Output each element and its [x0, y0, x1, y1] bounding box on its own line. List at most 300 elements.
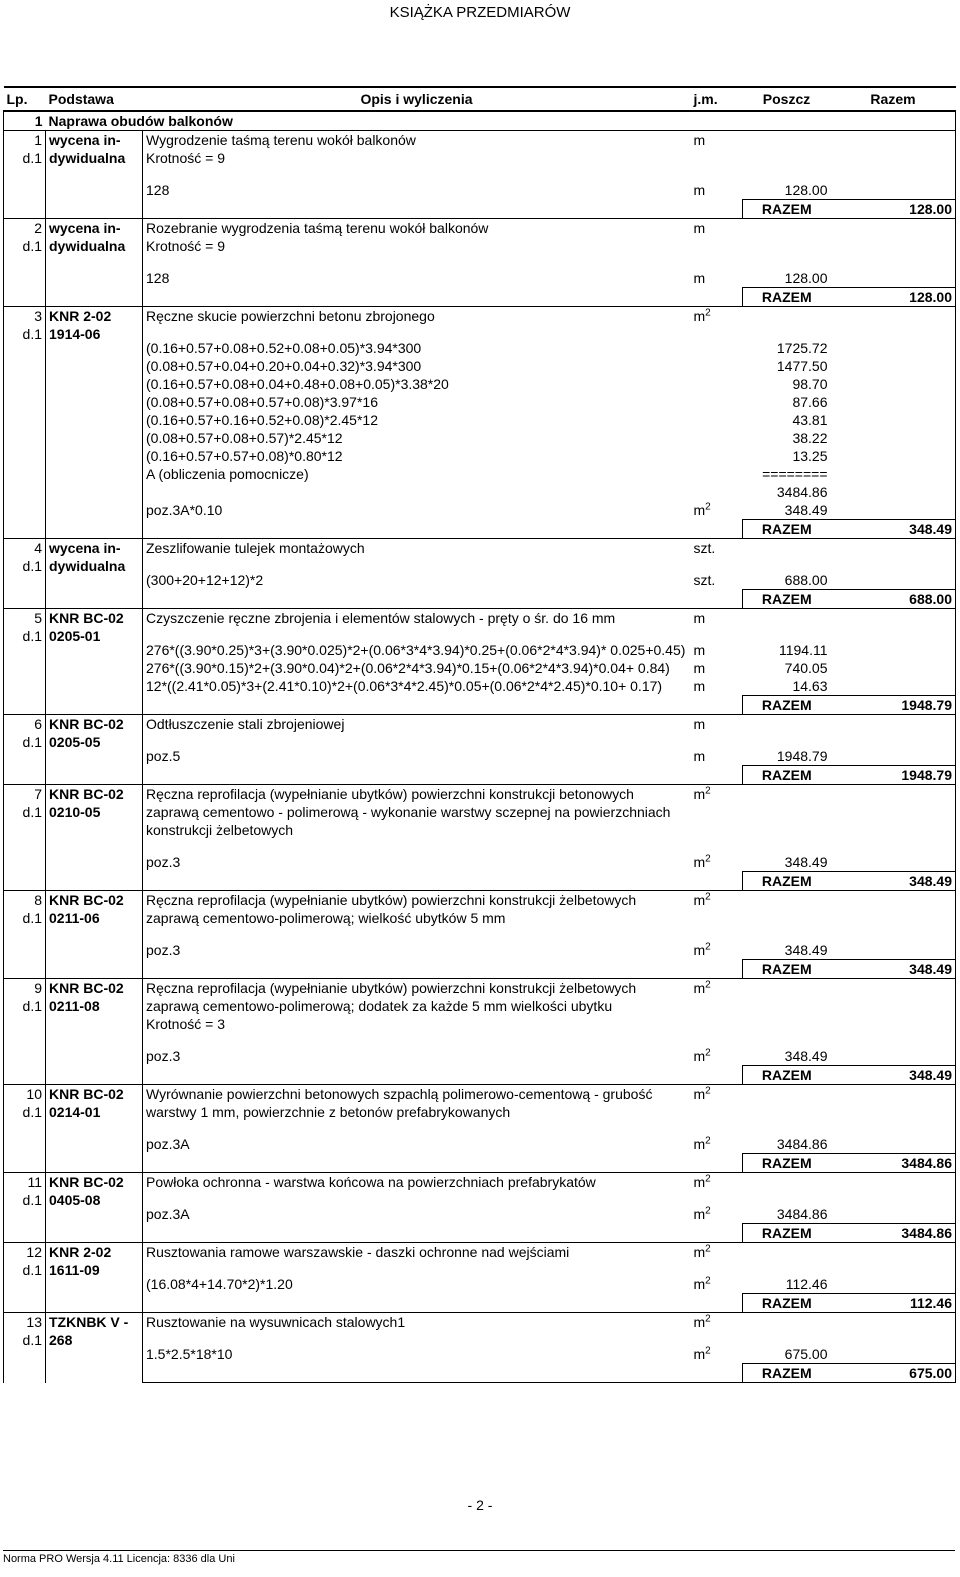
razem-value: 112.46	[831, 1294, 956, 1313]
calc-unit: m	[693, 270, 706, 286]
razem-value: 128.00	[831, 200, 956, 219]
calc-unit	[691, 429, 743, 447]
calc-value: ========	[762, 466, 828, 482]
col-poszcz: Poszcz	[743, 87, 831, 111]
item-number: 3	[34, 308, 42, 324]
calc-row	[4, 677, 956, 696]
item-description: Ręczna reprofilacja (wypełnianie ubytków) powierzchni konstrukcji żelbetowych zaprawą cementowo-polimerową; wielkość ubytków 5 mm	[143, 891, 691, 928]
item-sub: d.1	[22, 998, 42, 1014]
calc-row	[4, 375, 956, 393]
col-razem: Razem	[831, 87, 956, 111]
calc-value: 348.49	[784, 854, 828, 870]
item-extra-row	[4, 237, 956, 255]
item-lp	[4, 979, 46, 1085]
item-description: Odtłuszczenie stali zbrojeniowej	[143, 715, 691, 734]
item-row	[4, 1085, 956, 1122]
calc-unit	[691, 465, 743, 483]
item-poszcz-empty	[743, 785, 831, 840]
item-podstawa: wycena in-dywidualna	[46, 219, 143, 307]
calc-row	[4, 839, 956, 872]
calc-value: 3484.86	[776, 1206, 828, 1222]
item-description: Wygrodzenie taśmą terenu wokół balkonów	[143, 131, 691, 150]
item-description: Powłoka ochronna - warstwa końcowa na powierzchniach prefabrykatów	[143, 1173, 691, 1192]
empty-cell	[143, 1364, 691, 1383]
item-podstawa: wycena in-dywidualna	[46, 131, 143, 219]
empty-cell	[691, 696, 743, 715]
calc-expression: 128	[143, 255, 691, 288]
item-sub: d.1	[22, 734, 42, 750]
item-row	[4, 891, 956, 928]
item-razem-empty	[831, 219, 956, 238]
empty-cell	[831, 501, 956, 520]
item-row	[4, 1243, 956, 1262]
empty-cell	[831, 429, 956, 447]
item-unit: $m^2$	[691, 1243, 743, 1262]
calc-expression: (16.08*4+14.70*2)*1.20	[143, 1261, 691, 1294]
empty-cell	[831, 1015, 956, 1033]
item-krotnosc: Krotność = 9	[143, 149, 691, 167]
empty-cell	[691, 200, 743, 219]
item-extra-row	[4, 1015, 956, 1033]
item-poszcz-empty	[743, 219, 831, 238]
empty-cell	[831, 393, 956, 411]
item-lp	[4, 539, 46, 609]
item-sub: d.1	[22, 1332, 42, 1348]
empty-cell	[831, 1331, 956, 1364]
empty-cell	[143, 288, 691, 307]
item-number: 2	[34, 220, 42, 236]
item-sub: d.1	[22, 150, 42, 166]
calc-expression: 276*((3.90*0.25)*3+(3.90*0.025)*2+(0.06*3*4*3.94)*0.25+(0.06*2*4*3.94)* 0.025+0.45)	[143, 627, 691, 659]
calc-unit: $m^2$	[693, 941, 711, 958]
item-lp	[4, 219, 46, 307]
item-description: Ręczne skucie powierzchni betonu zbrojonego	[143, 307, 691, 326]
calc-row	[4, 1191, 956, 1224]
calc-value: 1477.50	[776, 358, 828, 374]
calc-value: 112.46	[785, 1276, 828, 1292]
item-number: 13	[26, 1314, 42, 1330]
item-lp	[4, 131, 46, 219]
item-unit: m	[691, 219, 743, 238]
razem-label: RAZEM	[743, 1066, 831, 1085]
calc-unit: m	[693, 660, 706, 676]
empty-cell	[143, 960, 691, 979]
empty-cell	[831, 357, 956, 375]
item-poszcz-empty	[743, 1085, 831, 1122]
item-razem-empty	[831, 1173, 956, 1192]
calc-expression: 12*((2.41*0.05)*3+(2.41*0.10)*2+(0.06*3*4*2.45)*0.05+(0.06*2*4*2.45)*0.10+ 0.17)	[143, 677, 691, 696]
razem-row	[4, 766, 956, 785]
item-unit: $m^2$	[691, 785, 743, 840]
razem-label: RAZEM	[743, 872, 831, 891]
item-sub: d.1	[22, 804, 42, 820]
calc-unit	[691, 375, 743, 393]
col-opis: Opis i wyliczenia	[143, 87, 691, 111]
calc-unit	[691, 447, 743, 465]
item-description: Ręczna reprofilacja (wypełnianie ubytków) powierzchni konstrukcji żelbetowych zaprawą cementowo-polimerową; dodatek za każde 5 mm wielkości ubytku	[143, 979, 691, 1016]
item-unit: $m^2$	[691, 979, 743, 1016]
item-row	[4, 609, 956, 628]
calc-expression: A (obliczenia pomocnicze)	[143, 465, 691, 483]
empty-cell	[831, 325, 956, 357]
razem-row	[4, 1364, 956, 1383]
col-lp: Lp.	[4, 87, 46, 111]
calc-row	[4, 447, 956, 465]
calc-value: 98.70	[792, 376, 828, 392]
calc-unit	[691, 325, 743, 357]
item-poszcz-empty	[743, 1243, 831, 1262]
item-poszcz-empty	[743, 307, 831, 326]
razem-value: 348.49	[831, 520, 956, 539]
item-podstawa: KNR BC-02 0211-08	[46, 979, 143, 1085]
item-lp	[4, 1085, 46, 1173]
item-poszcz-empty	[743, 131, 831, 150]
razem-label: RAZEM	[743, 696, 831, 715]
empty-cell	[691, 1066, 743, 1085]
calc-value: 128.00	[784, 270, 828, 286]
item-number: 9	[34, 980, 42, 996]
calc-unit: $m^2$	[693, 1275, 711, 1292]
calc-row	[4, 659, 956, 677]
empty-cell	[691, 520, 743, 539]
item-krotnosc: Krotność = 9	[143, 237, 691, 255]
item-lp	[4, 715, 46, 785]
empty-cell	[831, 659, 956, 677]
item-podstawa: TZKNBK V - 268	[46, 1313, 143, 1383]
calc-expression: 1.5*2.5*18*10	[143, 1331, 691, 1364]
calc-value: 13.25	[792, 448, 828, 464]
empty-cell	[743, 237, 831, 255]
empty-cell	[831, 237, 956, 255]
calc-value: 688.00	[784, 572, 828, 588]
calc-unit	[691, 483, 743, 501]
empty-cell	[831, 557, 956, 590]
item-razem-empty	[831, 131, 956, 150]
calc-expression: 128	[143, 167, 691, 200]
calc-unit	[691, 357, 743, 375]
calc-row	[4, 465, 956, 483]
razem-row	[4, 1154, 956, 1173]
item-unit: m	[691, 715, 743, 734]
razem-row	[4, 1294, 956, 1313]
calc-unit	[691, 393, 743, 411]
razem-label: RAZEM	[743, 1364, 831, 1383]
item-sub: d.1	[22, 1192, 42, 1208]
item-razem-empty	[831, 1085, 956, 1122]
col-jm: j.m.	[691, 87, 743, 111]
item-lp	[4, 609, 46, 715]
empty-cell	[691, 237, 743, 255]
calc-unit: m	[693, 182, 706, 198]
calc-row	[4, 927, 956, 960]
item-lp	[4, 1173, 46, 1243]
calc-expression: (0.16+0.57+0.08+0.04+0.48+0.08+0.05)*3.38*20	[143, 375, 691, 393]
item-razem-empty	[831, 979, 956, 1016]
empty-cell	[691, 288, 743, 307]
empty-cell	[143, 1224, 691, 1243]
item-podstawa: KNR BC-02 0210-05	[46, 785, 143, 891]
item-sub: d.1	[22, 558, 42, 574]
calc-value: 14.63	[792, 678, 828, 694]
item-description: Czyszczenie ręczne zbrojenia i elementów stalowych - pręty o śr. do 16 mm	[143, 609, 691, 628]
item-row	[4, 1313, 956, 1332]
item-row	[4, 979, 956, 1016]
calc-value: 3484.86	[776, 484, 828, 500]
empty-cell	[831, 677, 956, 696]
razem-value: 675.00	[831, 1364, 956, 1383]
item-sub: d.1	[22, 238, 42, 254]
calc-value: 43.81	[792, 412, 828, 428]
item-razem-empty	[831, 715, 956, 734]
razem-label: RAZEM	[743, 288, 831, 307]
empty-cell	[831, 375, 956, 393]
calc-unit: m	[693, 748, 706, 764]
item-lp	[4, 891, 46, 979]
razem-value: 348.49	[831, 960, 956, 979]
calc-expression: poz.3A*0.10	[143, 501, 691, 520]
calc-row	[4, 393, 956, 411]
item-razem-empty	[831, 539, 956, 558]
item-poszcz-empty	[743, 1173, 831, 1192]
calc-expression: poz.3A	[143, 1121, 691, 1154]
empty-cell	[743, 1015, 831, 1033]
item-row	[4, 1173, 956, 1192]
calc-expression	[143, 483, 691, 501]
calc-value: 87.66	[792, 394, 828, 410]
calc-value: 348.49	[784, 942, 828, 958]
empty-cell	[831, 411, 956, 429]
item-krotnosc: Krotność = 3	[143, 1015, 691, 1033]
calc-row	[4, 1121, 956, 1154]
item-podstawa: KNR 2-02 1914-06	[46, 307, 143, 539]
item-sub: d.1	[22, 628, 42, 644]
empty-cell	[143, 766, 691, 785]
razem-row	[4, 590, 956, 609]
item-poszcz-empty	[743, 609, 831, 628]
item-number: 11	[27, 1174, 42, 1190]
item-row	[4, 785, 956, 840]
item-description: Rozebranie wygrodzenia taśmą terenu wokół balkonów	[143, 219, 691, 238]
item-row	[4, 131, 956, 150]
calc-row	[4, 733, 956, 766]
calc-unit: $m^2$	[693, 853, 711, 870]
item-unit: m	[691, 609, 743, 628]
empty-cell	[743, 149, 831, 167]
calc-row	[4, 411, 956, 429]
calc-expression: (0.08+0.57+0.08+0.57+0.08)*3.97*16	[143, 393, 691, 411]
item-podstawa: KNR BC-02 0205-01	[46, 609, 143, 715]
empty-cell	[831, 1191, 956, 1224]
calc-value: 1194.11	[778, 642, 828, 658]
item-lp	[4, 785, 46, 891]
empty-cell	[143, 590, 691, 609]
item-razem-empty	[831, 609, 956, 628]
razem-label: RAZEM	[743, 590, 831, 609]
item-sub: d.1	[22, 1262, 42, 1278]
calc-row	[4, 357, 956, 375]
item-razem-empty	[831, 307, 956, 326]
razem-label: RAZEM	[743, 520, 831, 539]
item-unit: $m^2$	[691, 1313, 743, 1332]
empty-cell	[831, 149, 956, 167]
item-podstawa: KNR BC-02 0214-01	[46, 1085, 143, 1173]
item-razem-empty	[831, 1313, 956, 1332]
razem-row	[4, 200, 956, 219]
calc-row	[4, 483, 956, 501]
calc-row	[4, 1033, 956, 1066]
col-podstawa: Podstawa	[46, 87, 143, 111]
item-description: Rusztowanie na wysuwnicach stalowych1	[143, 1313, 691, 1332]
section-no: 1	[4, 111, 46, 131]
calc-row	[4, 501, 956, 520]
razem-value: 688.00	[831, 590, 956, 609]
item-podstawa: KNR BC-02 0405-08	[46, 1173, 143, 1243]
razem-row	[4, 1224, 956, 1243]
item-poszcz-empty	[743, 715, 831, 734]
item-description: Wyrównanie powierzchni betonowych szpachlą polimerowo-cementową - grubość warstwy 1 mm, powierzchnie z betonów prefabrykowanych	[143, 1085, 691, 1122]
software-info: Norma PRO Wersja 4.11 Licencja: 8336 dla Uni	[3, 1553, 235, 1565]
item-poszcz-empty	[743, 539, 831, 558]
empty-cell	[831, 465, 956, 483]
empty-cell	[691, 872, 743, 891]
razem-value: 1948.79	[831, 766, 956, 785]
razem-label: RAZEM	[743, 1154, 831, 1173]
empty-cell	[143, 872, 691, 891]
calc-value: 348.49	[784, 502, 828, 518]
calc-unit: m	[693, 642, 706, 658]
footer-divider	[3, 1550, 955, 1551]
item-unit: $m^2$	[691, 1173, 743, 1192]
razem-value: 3484.86	[831, 1154, 956, 1173]
calc-row	[4, 627, 956, 659]
calc-row	[4, 557, 956, 590]
calc-expression: poz.5	[143, 733, 691, 766]
empty-cell	[831, 1261, 956, 1294]
empty-cell	[831, 483, 956, 501]
item-number: 5	[34, 610, 42, 626]
empty-cell	[143, 520, 691, 539]
razem-row	[4, 1066, 956, 1085]
item-description: Ręczna reprofilacja (wypełnianie ubytków) powierzchni konstrukcji betonowych zaprawą cementowo - polimerową - wykonanie warstwy sczepnej na powierzchniach konstrukcji żelbetowych	[143, 785, 691, 840]
calc-value: 675.00	[784, 1346, 828, 1362]
empty-cell	[691, 1294, 743, 1313]
section-row	[4, 111, 956, 131]
item-poszcz-empty	[743, 1313, 831, 1332]
item-unit: m	[691, 131, 743, 150]
item-description: Zeszlifowanie tulejek montażowych	[143, 539, 691, 558]
item-number: 1	[34, 132, 42, 148]
item-podstawa: KNR BC-02 0211-06	[46, 891, 143, 979]
page-number: - 2 -	[467, 1497, 493, 1513]
item-poszcz-empty	[743, 891, 831, 928]
calc-value: 1725.72	[776, 340, 828, 356]
przedmiar-table	[3, 86, 956, 1383]
empty-cell	[691, 590, 743, 609]
empty-cell	[691, 149, 743, 167]
razem-value: 3484.86	[831, 1224, 956, 1243]
page-title: KSIĄŻKA PRZEDMIARÓW	[389, 4, 571, 21]
calc-expression: poz.3A	[143, 1191, 691, 1224]
empty-cell	[691, 1015, 743, 1033]
calc-row	[4, 1261, 956, 1294]
calc-expression: (0.08+0.57+0.08+0.57)*2.45*12	[143, 429, 691, 447]
calc-expression: (300+20+12+12)*2	[143, 557, 691, 590]
item-number: 10	[26, 1086, 42, 1102]
empty-cell	[831, 733, 956, 766]
calc-expression: (0.08+0.57+0.04+0.20+0.04+0.32)*3.94*300	[143, 357, 691, 375]
razem-label: RAZEM	[743, 1224, 831, 1243]
item-podstawa: KNR 2-02 1611-09	[46, 1243, 143, 1313]
calc-unit: $m^2$	[693, 1205, 711, 1222]
empty-cell	[831, 927, 956, 960]
razem-row	[4, 288, 956, 307]
calc-unit: $m^2$	[693, 1047, 711, 1064]
item-podstawa: wycena in-dywidualna	[46, 539, 143, 609]
item-extra-row	[4, 149, 956, 167]
empty-cell	[831, 1121, 956, 1154]
calc-expression: (0.16+0.57+0.57+0.08)*0.80*12	[143, 447, 691, 465]
calc-value: 128.00	[784, 182, 828, 198]
item-lp	[4, 1313, 46, 1383]
item-number: 4	[34, 540, 42, 556]
item-row	[4, 539, 956, 558]
item-poszcz-empty	[743, 979, 831, 1016]
razem-value: 348.49	[831, 1066, 956, 1085]
empty-cell	[691, 766, 743, 785]
razem-value: 348.49	[831, 872, 956, 891]
item-number: 6	[34, 716, 42, 732]
calc-unit: $m^2$	[693, 1135, 711, 1152]
empty-cell	[143, 1294, 691, 1313]
section-title: Naprawa obudów balkonów	[46, 111, 956, 131]
calc-row	[4, 167, 956, 200]
item-unit: $m^2$	[691, 1085, 743, 1122]
item-razem-empty	[831, 1243, 956, 1262]
empty-cell	[831, 1033, 956, 1066]
empty-cell	[831, 627, 956, 659]
calc-unit: m	[693, 678, 706, 694]
item-lp	[4, 307, 46, 539]
calc-expression: (0.16+0.57+0.16+0.52+0.08)*2.45*12	[143, 411, 691, 429]
empty-cell	[831, 167, 956, 200]
calc-row	[4, 255, 956, 288]
razem-label: RAZEM	[743, 960, 831, 979]
item-number: 7	[34, 786, 42, 802]
empty-cell	[143, 1066, 691, 1085]
item-unit: szt.	[691, 539, 743, 558]
calc-unit: $m^2$	[693, 1345, 711, 1362]
item-lp	[4, 1243, 46, 1313]
razem-row	[4, 872, 956, 891]
calc-value: 348.49	[784, 1048, 828, 1064]
calc-row	[4, 1331, 956, 1364]
calc-value: 38.22	[792, 430, 828, 446]
calc-expression: poz.3	[143, 839, 691, 872]
empty-cell	[143, 1154, 691, 1173]
table-header-row	[4, 87, 956, 111]
empty-cell	[691, 1224, 743, 1243]
item-unit: $m^2$	[691, 307, 743, 326]
razem-label: RAZEM	[743, 200, 831, 219]
razem-value: 1948.79	[831, 696, 956, 715]
calc-expression: poz.3	[143, 927, 691, 960]
razem-row	[4, 696, 956, 715]
razem-value: 128.00	[831, 288, 956, 307]
calc-row	[4, 325, 956, 357]
empty-cell	[831, 447, 956, 465]
item-number: 8	[34, 892, 42, 908]
calc-value: 1948.79	[776, 748, 828, 764]
